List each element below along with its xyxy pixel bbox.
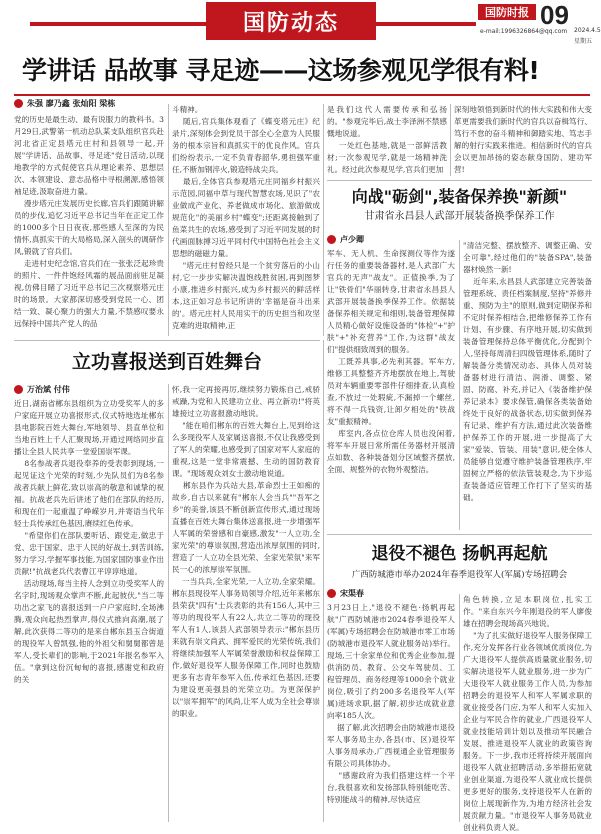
section-divider <box>327 180 592 181</box>
article-four-col2: 角色转换,立足本职岗位,扎实工作。"来自东兴今年刚退役的军人廖俊雄在招聘会现场高兴地说。 "为了扎实做好退役军人服务保障工作,充分发挥各行业各领域优质岗位,为广大退役军人提供高质量就业服务,切实解决退役军人就业服务,进一步为广大退役军人就业服务工作人员,为参加招聘会的退役军人和军人军属求职的就业接受各门应,为军人和军人实加入企业与军民合作的就业,广西退役军人就业技能培训计划以及推动军民融合发展、推进退役军人就业的政策咨询服务。下一步,我市还将持续开展面向退役军人就业招聘活动,多举措拓宽就业创业渠道,为退役军人就业成长提供更多更好的服务,支持退役军人在新的岗位上展现新作为,为地方经济社会发展贡献力量。"市退役军人事务局就业创业科负责人说。 <box>463 595 593 832</box>
column-divider <box>459 240 460 530</box>
weekday-text: 星期五 <box>574 38 593 45</box>
lead-article-col3: 是我们这代人需要传承和弘扬的。"参观完毕后,战士李泽洲不禁感慨地说道。 一处红色基地,就是一部鲜活教材;一次参观见学,就是一场精神洗礼。经过此次参观见学,官兵们更加 <box>327 105 447 174</box>
email-text: e-mail:1996326864@qq.com <box>480 28 568 35</box>
lead-article-col1: 党的历史是最生动、最有说服力的教科书。3月29日,武警第一机动总队某支队组织官兵赴河北省正定县塔元庄村和县领导一起,开展"学讲话、品故事、寻足迹"党日活动,以现地教学的方式促使官兵从理论素养、思想层次、本领建设、意志品格中寻根溯源,感悟领袖足迹,汲取奋进力量。 漫步塔元庄发展历史长廊,官兵们跟随讲解员的步伐,追忆习近平总书记当年在正定工作的1000多个日日夜夜,那些感人至深的为民情怀,真抓实干的大局格局,深入剖头的调研作风,锻就了官兵们。 走进村史纪念馆,官兵们在一张张泛起珍贵的照片、一件件饱经风霜的展品面前驻足凝视,仿佛目睹了习近平总书记三次视察塔元庄时的场景。大家都深切感受到党民一心、团结一致、凝心聚力的强大力量,不禁感叹要永远保持中国共产党人的品 <box>14 115 164 328</box>
date-text: 2024.4.5 <box>574 27 601 34</box>
article-two-byline-text: 卢少卿 <box>340 235 364 244</box>
column-divider <box>323 104 324 336</box>
column-divider <box>168 104 169 336</box>
page-number: 09 <box>540 0 569 30</box>
lead-headline-underline <box>14 94 590 96</box>
section-divider <box>14 340 320 341</box>
article-four-byline-text: 宋渠春 <box>340 589 364 598</box>
article-three-byline-text: 万治斌 付伟 <box>27 385 70 394</box>
article-two-col1: 军车、无人机、生命探测仪等作为遂行任务的重要装备器材,是人武部广大官兵的无声"战友"。正值换季,为了让"铁骨们"华丽转身,甘肃省永昌县人武部开展装备换季保养工作。依据装备保养相关规定和细则,装备管理保障人员精心做好设施设备的"体检"+"护肤"+"补充营养"工作,为这群"战友们"提供细致周到的服务。 工既养具事,必先利其器。军车方,维修工具整整齐齐地摆放在地上,驾驶员对车辆重要零部件仔细排查,认真检查,不放过一处瑕疵,不漏掉一个螺丝,将不得一兵钱资,让卸夕相处的"铁战友"重振精神。 库室内,各点位仓库人员也没闲着,将军车开展日常所需任务器材开展清点如数、各种装备划分区域整齐摆放,全面、规整外的衣物外观整洁。 <box>327 249 455 474</box>
lead-byline <box>14 98 115 109</box>
article-two-headline: 向战"砺剑",装备保养换"新颜" <box>351 187 568 206</box>
byline-marker-icon <box>14 385 23 394</box>
article-three-col1: 近日,湖南省郴东县组织为立功受奖军人的多户家庭开展立功喜报形式,仪式特地选址郴东县电影院百姓大舞台,军地领导、县直单位和当地百姓上千人汇聚现场,开通过网络同步直播让全县人民共享一堂爱国崇军课。 8名参战者兵退役奉养的受表彰到现场,一起见证这个光荣的时刻,少先队员们为8名参战者兵献上鲜花,致以崇高的敬意和诚挚的祝福。抗战老兵先后讲述了他们在部队的经历,和现在们一起重温了峥嵘岁月,并寄语当代年轻士兵传承红色基因,赓续红色传承。 "希望你们在部队要听话、跟党走,做忠于党、忠于国家、忠于人民的好战士,到苦训练,努力学习,学握军事技能,为国家国防事业作出贡献!"抗战老兵代表曹江平谆谆地道。 活动现场,每当主持人念到立功受奖军人的名字时,现场观众掌声不断,此起彼伏,"当二等功出之家飞的喜报送到一户户家庭时,全场沸腾,观众向起热烈掌声,得仪式推向高潮,展了解,此次获得二等功的是来自郴东县玉合街道的现役军人曾凯强,他的外祖父和舅舅都曾是军人,受长辈们的影响,于2021年报名参军入伍。"拿到这份沉甸甸的喜报,感谢党和政府的关 <box>14 399 165 684</box>
article-four-col1: 3月23日上,"退役不褪色·扬帆再起航"广西防城港市2024春季退役军人(军属)专场招聘会在防城港市零工市场(防城港市退役军人就业服务站)举行。现场,三十余家单位和优秀企业参加,提供消防员、教育、公交车驾驶员、工程管理员、商务经理等1000余个就业岗位,吸引了约200多名退役军人(军属)进场求职,据了解,初步达成就业意向率185人次。 据了解,此次招聘会由防城港市退役军人事务局主办,各县(市、区)退役军人事务局承办,广西视通企业管理服务有限公司具体协办。 "感谢政府为我们搭建这样一个平台,我很喜欢和发扬部队特别能吃苦、特别能战斗的精神,尽快适应 <box>327 603 456 804</box>
lead-byline-text: 朱强 廖乃鑫 张灿阳 梁栋 <box>27 99 116 108</box>
article-four-subheadline: 广西防城港市举办2024年春季退役军人(军属)专场招聘会 <box>351 570 568 580</box>
column-divider <box>168 384 169 822</box>
masthead <box>0 0 600 48</box>
masthead-right-rule <box>376 22 476 26</box>
paper-name: 国防时报 <box>485 6 529 19</box>
article-three-headline: 立功喜报送到百姓舞台 <box>71 351 262 373</box>
column-divider <box>323 340 324 822</box>
article-two-subheadline: 甘肃省永昌县人武部开展装备换季保养工作 <box>364 211 555 222</box>
article-two-col2: "清洁完整、摆放整齐、调整正确、安全可靠",经过他们的"装备SPA",装备器材焕然一新! 近年来,永昌县人武部建立完善装备管理系统、责任档案制度,坚持"养修并重、预防为主"的原则,做到定期保养和不定时保养相结合,把维修保养工作有计划、有步骤、有序地开展,切实做到装备管理保持总体平衡优化,分配到个人,坚持每周清扫四级管理体系,随时了解装备分类情况动态、具体人员对装备器材进行清洁、润滑、调整、紧固、防腐、补充,并记入《装备维护保养记录本》要求保管,确保各类装备始终处于良好的战备状态,切实做到保养有记录、维护有方法,通过此次装备维护保养工作的开展,进一步提高了大家"爱装、管装、用装"意识,使全体人员能够自觉遵守维护装备管理秩序,牢固树立严格的依法管装观念,为下步巡查装备适应管理工作打下了坚实的基础。 <box>463 241 592 502</box>
section-title-banner <box>206 2 376 40</box>
lead-article-col2: 斗精神。 随后,官兵集体观看了《蝶变塔元庄》纪录片,深刻体会到党员干部全心全意为人民服务的根本宗旨和真抓实干的优良作风。官兵们纷纷表示,一定不负青春韶华,勇担强军重任,不断加钢淬火,锻造特战尖兵。 最后,全体官兵参观塔元庄同福乡村振兴示范园,同福中草与现代智慧农场,见识了"农业做成产业化、养老做成市场化、旅游做成规范化"的美丽乡村"蝶变";还距离接触到了鱼菜共生的农场,感受到了习近平同发展的时代画面脉搏习近平同村代中国特色社会主义思想的磁磁力量。 "塔元庄村曾经只是一个贫穷落后的小山村,它一步步实解决温饱线胜贫困,再到图梦小康,推进乡村振兴,成为乡村振兴的鲜活样本,这正如习总书记所讲的'幸福是奋斗出来的'。塔元庄村人民用实干的历史担当和攻坚克难的进取精神,正 <box>172 105 321 330</box>
paper-logo <box>478 4 536 20</box>
section-divider <box>327 534 592 535</box>
byline-marker-icon <box>14 99 23 108</box>
lead-headline: 学讲话 品故事 寻足迹——这场参观见学很有料! <box>22 56 540 85</box>
article-two-byline <box>327 234 364 245</box>
section-title: 国防动态 <box>242 9 339 36</box>
column-divider <box>459 594 460 822</box>
masthead-left-rule <box>30 22 206 26</box>
byline-marker-icon <box>327 589 336 598</box>
article-four-byline <box>327 588 364 599</box>
column-divider <box>450 104 451 176</box>
article-three-byline <box>14 384 70 395</box>
article-three-col2: 怀,我一定再接再厉,继续努力锻炼自己,戒骄戒躁,为党和人民建功立业、再立新功!"将英雄接过立功喜报激动地说。 "能在咱们郴东的百姓大舞台上,见到给这么多现役军人及家属送喜报,不仅让我感受到了军人的荣耀,也感受到了国家对军人家庭的重视,这是一堂非常震撼、生动的国防教育课。"现场观众刘女士激动地说道。 郴东县作为兵站大县,革命烈士王如痴的故乡,自古以来就有"郴东人会当兵""吾军之乡"的美誉,该县不断创新宣传形式,通过现场直播在百姓大舞台集体送喜报,进一步增强军人军属的荣誉感和自豪感,激发"一人立功,全家光荣"的尊崇氛围,营造出浓厚氛围的同时,营造了一人立功全县光荣、全家光荣氛"来军民一心的浓厚崇军氛围。 一当兵兵,全家光荣,一人立功,全家荣耀。郴东县现役军人事务局领导介绍,近年来郴东县荣获"四有"士兵表彰的共有156人,其中三等功的现役军人有22人,共立二等功的现役军人有1人,该县人武部领导表示:"郴东县历来就有崇文尚武、拥军爱民的光荣传统,我们将继续加强军人军属荣誉激励和权益保障工作,做好退役军人服务保障工作,同时也鼓励更多有志青年参军入伍,传承红色基因,还要为建设更美强县的光荣立功。为更深保护以"崇军拥军"的风尚,让军人成为全社会尊崇的职业。 <box>172 385 321 718</box>
lead-article-col4: 深刻地领悟到新时代的伟大实践和伟大变革更需要我们新时代的官兵以奋楫笃行、笃行不怠的奋斗精神和御踏实地、笃志手解的射行实践来推进。相信新时代的官兵会以更加昂扬的姿态献身国防、建功军营! <box>454 105 592 174</box>
article-four-headline: 退役不褪色 扬帆再起航 <box>371 544 548 564</box>
byline-marker-icon <box>327 235 336 244</box>
